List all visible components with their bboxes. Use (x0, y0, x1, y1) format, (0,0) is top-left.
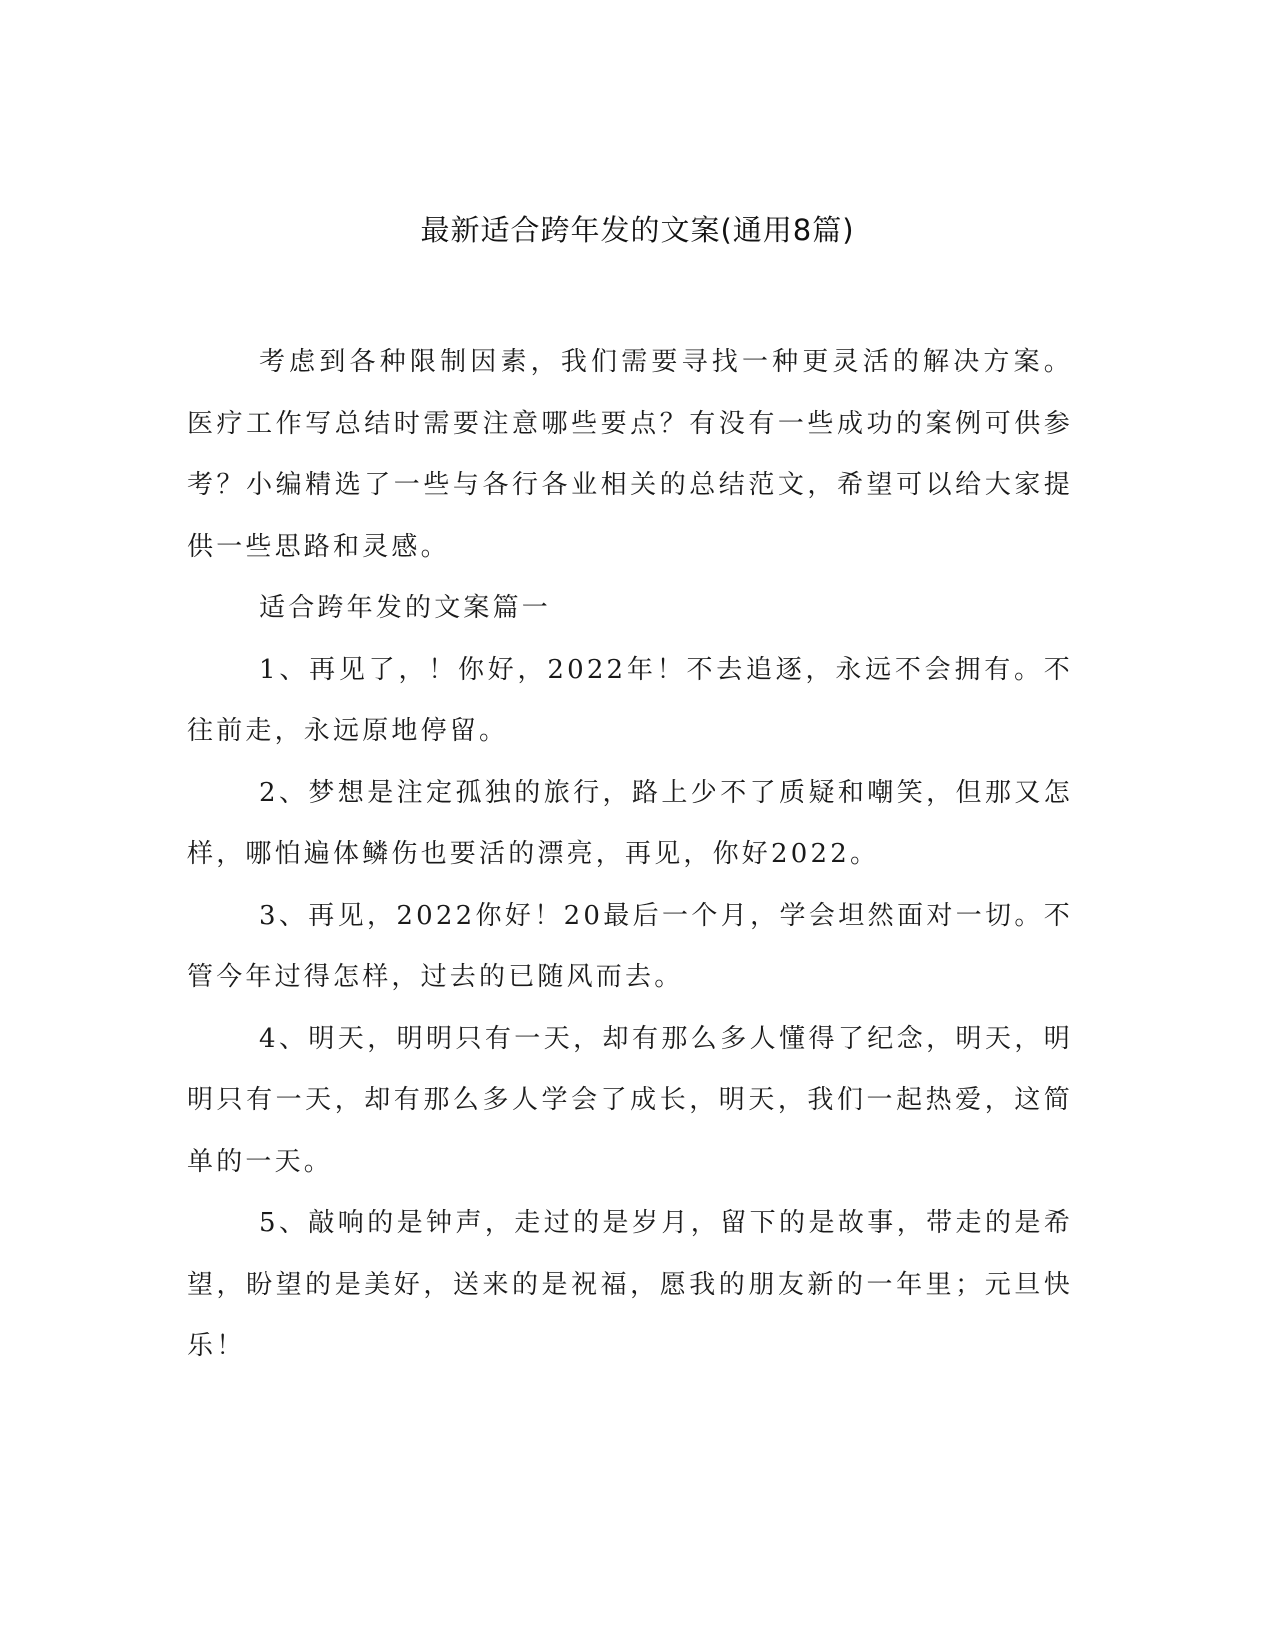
list-item: 2、梦想是注定孤独的旅行，路上少不了质疑和嘲笑，但那又怎样，哪怕遍体鳞伤也要活的漂亮，再见，你好2022。 (187, 777, 1073, 869)
section-heading: 适合跨年发的文案篇一 (259, 593, 552, 623)
list-item: 3、再见，2022你好！20最后一个月，学会坦然面对一切。不管今年过得怎样，过去的已随风而去。 (187, 900, 1073, 992)
list-item: 1、再见了，！你好，2022年！不去追逐，永远不会拥有。不往前走，永远原地停留。 (187, 654, 1073, 746)
list-item: 5、敲响的是钟声，走过的是岁月，留下的是故事，带走的是希望，盼望的是美好，送来的是祝福，愿我的朋友新的一年里；元旦快乐！ (187, 1208, 1073, 1361)
list-item: 4、明天，明明只有一天，却有那么多人懂得了纪念，明天，明明只有一天，却有那么多人学会了成长，明天，我们一起热爱，这简单的一天。 (187, 1023, 1073, 1177)
intro-paragraph: 考虑到各种限制因素，我们需要寻找一种更灵活的解决方案。医疗工作写总结时需要注意哪些要点？有没有一些成功的案例可供参考？小编精选了一些与各行各业相关的总结范文，希望可以给大家提供一些思路和灵感。 (187, 347, 1073, 562)
document-title: 最新适合跨年发的文案(通用8篇) (420, 213, 855, 247)
document-body (187, 332, 1073, 1378)
